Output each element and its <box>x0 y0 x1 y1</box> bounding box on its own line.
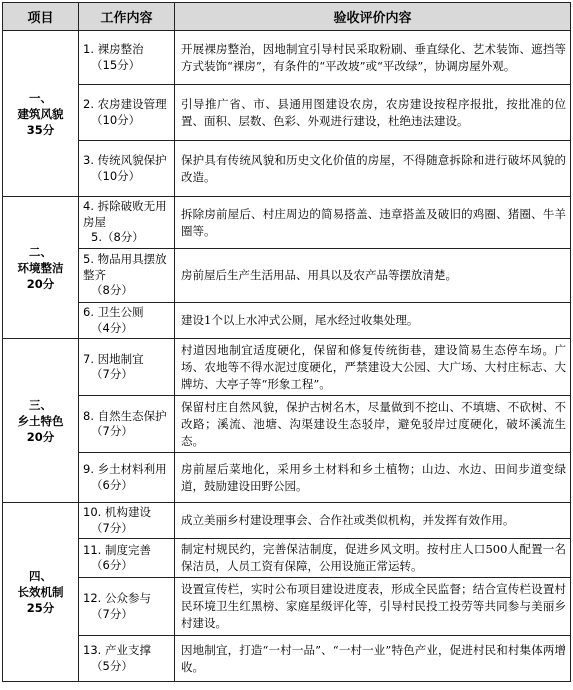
item-score: 5.（8分） <box>91 230 144 245</box>
item-description: 保护具有传统风貌和历史文化价值的房屋，不得随意拆除和进行破坏风貌的改造。 <box>175 141 571 197</box>
category-score: 20分 <box>26 429 55 444</box>
item-score: （8分） <box>91 283 133 298</box>
category-cell <box>3 197 79 339</box>
item-description: 成立美丽乡村建设理事会、合作社或类似机构，并发挥有效作用。 <box>175 503 571 539</box>
table-row <box>3 339 571 396</box>
item-name: 10. 机构建设 <box>83 505 151 519</box>
category-name: 乡土特色 <box>17 413 64 428</box>
item-score: （7分） <box>91 424 133 438</box>
item-description: 村道因地制宜适度硬化，保留和修复传统街巷，建设简易生态停车场。广场、农地等不得水泥过度硬化，严禁建设大公园、大广场、大村庄标志、大牌坊、大亭子等“形象工程”。 <box>175 339 571 396</box>
item-name: 2. 农房建设管理 <box>83 97 167 111</box>
category-name: 环境整洁 <box>17 260 64 275</box>
item-cell <box>79 31 175 85</box>
item-description: 因地制宜，打造“一村一品”、“一村一业”特色产业，促进村民和村集体两增收。 <box>175 636 571 682</box>
header-acceptance-content: 验收评价内容 <box>175 3 571 31</box>
item-name: 8. 自然生态保护 <box>83 408 167 423</box>
item-score: （6分） <box>91 558 133 572</box>
item-description: 制定村规民约，完善保洁制度，促进乡风文明。按村庄人口500人配置一名保洁员，人员工资有保障，公用设施正常运转。 <box>175 539 571 578</box>
item-cell <box>79 396 175 453</box>
category-cell <box>3 339 79 503</box>
item-name: 13. 产业支撑 <box>83 643 151 657</box>
item-name: 6. 卫生公厕 <box>83 305 144 319</box>
item-cell <box>79 249 175 303</box>
category-cell <box>3 503 79 682</box>
item-description: 房前屋后生产生活用品、用具以及农产品等摆放清楚。 <box>175 249 571 303</box>
category-name: 建筑风貌 <box>17 106 64 121</box>
item-description: 保留村庄自然风貌，保护古树名木，尽量做到不挖山、不填塘、不砍树、不改路；溪流、池塘、沟渠建设生态驳岸，避免驳岸过度硬化，破坏溪流生态。 <box>175 396 571 453</box>
item-cell <box>79 85 175 141</box>
item-name: 3. 传统风貌保护 <box>83 153 167 167</box>
item-cell <box>79 197 175 249</box>
table-row <box>3 303 571 339</box>
item-cell <box>79 578 175 636</box>
category-number: 二、 <box>29 244 52 259</box>
item-score: （7分） <box>91 606 133 621</box>
item-description: 房前屋后菜地化，采用乡土材料和乡土植物；山边、水边、田间步道变绿道，鼓励建设田野公园。 <box>175 453 571 503</box>
item-score: （15分） <box>91 57 141 72</box>
item-name: 7. 因地制宜 <box>83 351 144 366</box>
category-score: 35分 <box>26 122 55 137</box>
item-description: 建设1个以上水冲式公厕，尾水经过收集处理。 <box>175 303 571 339</box>
item-description: 设置宣传栏，实时公布项目建设进度表，形成全民监督；结合宣传栏设置村民环境卫生红黑榜、家庭星级评化等，引导村民投工投劳等共同参与美丽乡村建设。 <box>175 578 571 636</box>
table-row <box>3 396 571 453</box>
item-name: 1. 裸房整治 <box>83 42 144 56</box>
table-row <box>3 31 571 85</box>
item-name: 9. 乡土材料利用 <box>83 462 167 476</box>
category-number: 四、 <box>29 569 52 583</box>
item-score: （7分） <box>91 520 133 535</box>
category-cell <box>3 31 79 197</box>
item-name: 12. 公众参与 <box>83 591 151 605</box>
item-name: 4. 拆除破败无用房屋 <box>83 199 167 229</box>
item-score: （6分） <box>91 477 133 492</box>
item-score: （4分） <box>91 320 133 335</box>
item-description: 拆除房前屋后、村庄周边的简易搭盖、违章搭盖及破旧的鸡圈、猪圈、牛羊圈等。 <box>175 197 571 249</box>
table-row <box>3 141 571 197</box>
table-row <box>3 539 571 578</box>
item-score: （7分） <box>91 367 133 381</box>
category-number: 一、 <box>29 90 52 105</box>
item-score: （5分） <box>91 658 133 673</box>
item-cell <box>79 303 175 339</box>
item-name: 5. 物品用具摆放整齐 <box>83 252 167 282</box>
table-row <box>3 578 571 636</box>
header-work-content: 工作内容 <box>79 3 175 31</box>
table-row <box>3 453 571 503</box>
table-row <box>3 197 571 249</box>
item-score: （10分） <box>91 168 141 183</box>
header-project: 项目 <box>3 3 79 31</box>
table-row <box>3 249 571 303</box>
category-name: 长效机制 <box>17 585 64 599</box>
item-cell <box>79 141 175 197</box>
table-row <box>3 503 571 539</box>
item-cell <box>79 339 175 396</box>
item-cell <box>79 503 175 539</box>
category-number: 三、 <box>29 397 52 412</box>
item-cell <box>79 539 175 578</box>
category-score: 20分 <box>26 276 55 291</box>
item-cell <box>79 636 175 682</box>
evaluation-table <box>2 2 571 682</box>
item-name: 11. 制度完善 <box>83 542 151 557</box>
item-description: 引导推广省、市、县通用图建设农房，农房建设按程序报批，按批准的位置、面积、层数、色彩、外观进行建设，杜绝违法建设。 <box>175 85 571 141</box>
item-score: （10分） <box>91 112 141 127</box>
category-score: 25分 <box>26 601 55 615</box>
table-row <box>3 636 571 682</box>
table-row <box>3 85 571 141</box>
evaluation-sheet <box>2 2 570 682</box>
item-cell <box>79 453 175 503</box>
table-header-row <box>3 3 571 31</box>
item-description: 开展裸房整治，因地制宜引导村民采取粉刷、垂直绿化、艺术装饰、遮挡等方式装饰“裸房”，有条件的“平改坡”或“平改绿”，协调房屋外观。 <box>175 31 571 85</box>
